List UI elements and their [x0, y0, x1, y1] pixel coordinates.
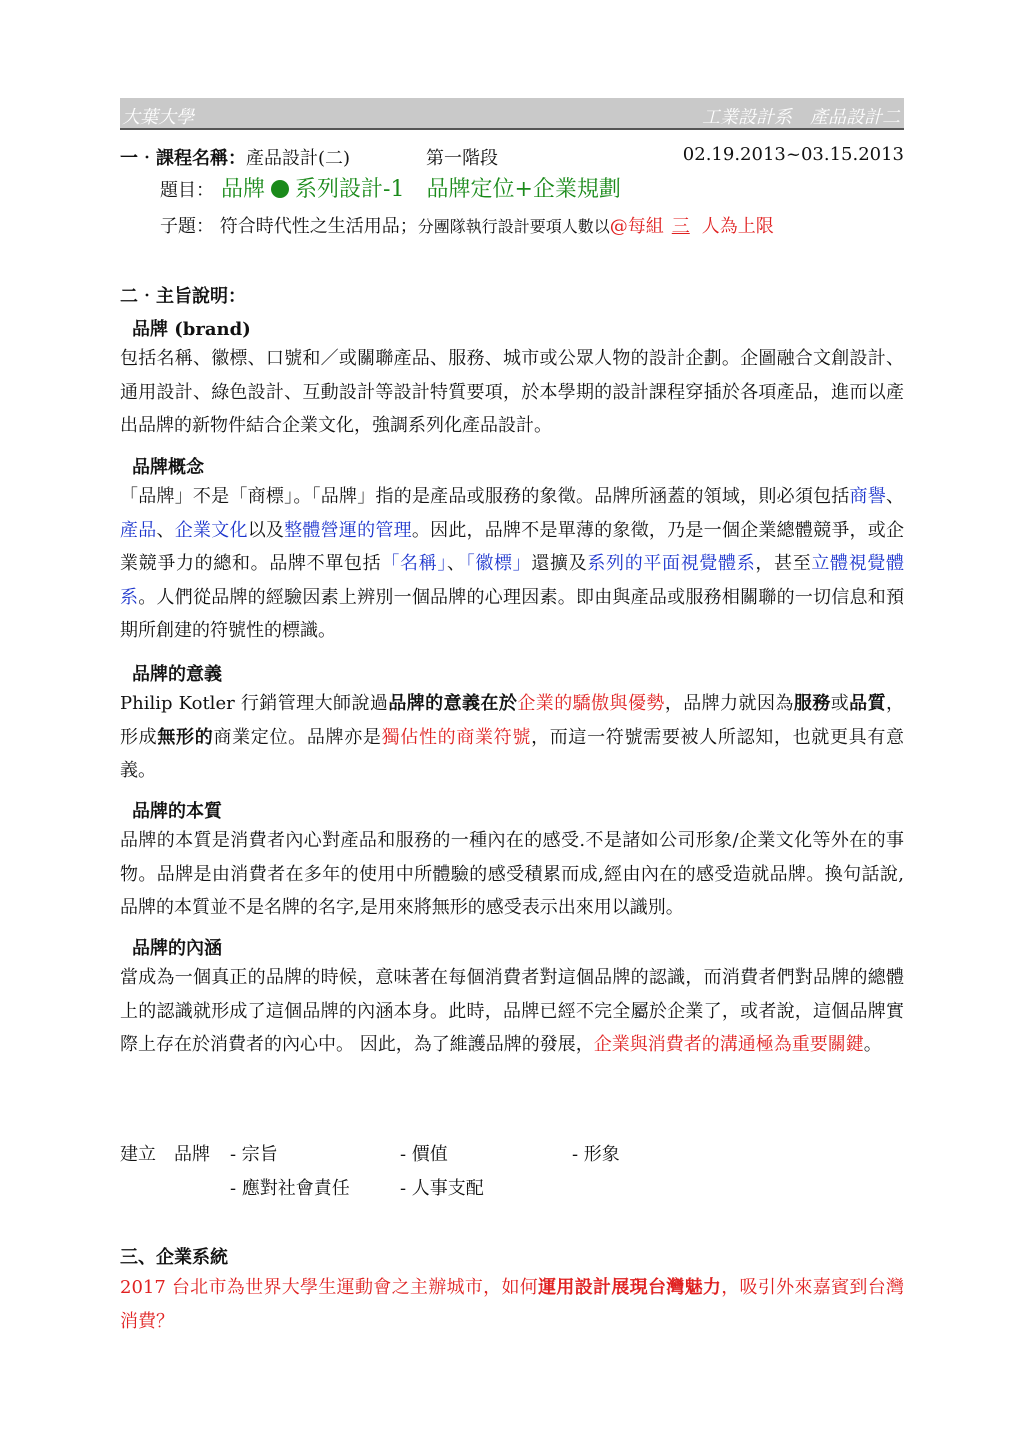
- concept-text: 「品牌」不是「商標」。「品牌」指的是產品或服務的象徵。品牌所涵蓋的領域，則必須包括商譽、產品、企業文化以及整體營運的管理。因此，品牌不是單薄的象徵，乃是一個企業總體競爭，或企業競爭力的總和。品牌不單包括「名稱」、「徽標」還擴及系列的平面視覺體系，甚至立體視覺體系。人們從品牌的經驗因素上辨別一個品牌的心理因素。即由與產品或服務相關聯的一切信息和預期所創建的符號性的標識。: [120, 486, 905, 641]
- course-name: 產品設計(二): [246, 148, 351, 169]
- header-department: 工業設計系 產品設計二: [702, 107, 900, 128]
- subtopic-red2: 三: [671, 216, 690, 237]
- connotation-title: 品牌的內涵: [132, 938, 222, 959]
- subtopic-label: 子題：: [160, 216, 214, 237]
- header-university: 大葉大學: [122, 107, 194, 128]
- connotation-text: 當成為一個真正的品牌的時候，意味著在每個消費者對這個品牌的認識，而消費者們對品牌的總體上的認識就形成了這個品牌的內涵本身。此時，品牌已經不完全屬於企業了，或者說，這個品牌實際上存在於消費者的內心中。 因此，為了維護品牌的發展，企業與消費者的溝通極為重要關鍵。: [120, 967, 904, 1055]
- subtopic-red1: @每組: [609, 216, 664, 237]
- course-date: 02.19.2013~03.15.2013: [682, 144, 904, 165]
- essence-title: 品牌的本質: [132, 801, 222, 822]
- brand-title: 品牌 (brand): [132, 319, 251, 340]
- subtopic-red3: 人為上限: [701, 216, 774, 237]
- brand-build-item-value: - 價值: [400, 1144, 448, 1165]
- brand-build-item-personnel: - 人事支配: [400, 1178, 484, 1199]
- section3-text: 2017 台北市為世界大學生運動會之主辦城市，如何運用設計展現台灣魅力，吸引外來嘉賓到台灣消費？: [120, 1277, 905, 1332]
- brand-text: 包括名稱、徽標、口號和／或關聯產品、服務、城市或公眾人物的設計企劃。企圖融合文創設計、通用設計、綠色設計、互動設計等設計特質要項，於本學期的設計課程穿插於各項產品，進而以產出品牌的新物件結合企業文化，強調系列化產品設計。: [120, 348, 904, 436]
- topic-part1: 品牌: [221, 177, 266, 202]
- concept-title: 品牌概念: [132, 457, 204, 478]
- course-line: [120, 144, 904, 168]
- meaning-title: 品牌的意義: [132, 664, 222, 685]
- page-header: [120, 98, 904, 130]
- essence-text: 品牌的本質是消費者內心對產品和服務的一種內在的感受.不是諸如公司形象/企業文化等外在的事物。品牌是由消費者在多年的使用中所體驗的感受積累而成,經由內在的感受造就品牌。換句話說,品牌的本質並不是名牌的名字,是用來將無形的感受表示出來用以識別。: [120, 830, 904, 918]
- topic-part2: 系列設計-1 品牌定位+企業規劃: [295, 177, 621, 202]
- brand-build-item-purpose: - 宗旨: [230, 1144, 278, 1165]
- bullet-dot-icon: [271, 180, 289, 198]
- subtopic-small: 分團隊執行設計要項人數以: [417, 217, 610, 236]
- brand-build-item-image: - 形象: [572, 1144, 620, 1165]
- subtopic-text: 符合時代性之生活用品；: [219, 216, 418, 237]
- topic-line: [160, 172, 621, 203]
- topic-label: 題目：: [160, 180, 214, 201]
- section3-title: 三、企業系統: [120, 1247, 228, 1268]
- course-stage: 第一階段: [426, 148, 498, 169]
- section2-title: 二‧主旨說明：: [120, 286, 246, 307]
- course-label: 一‧課程名稱：: [120, 148, 246, 169]
- brand-build-item-responsibility: - 應對社會責任: [230, 1178, 350, 1199]
- meaning-text: Philip Kotler 行銷管理大師說過品牌的意義在於企業的驕傲與優勢，品牌力就因為服務或品質，形成無形的商業定位。品牌亦是獨佔性的商業符號，而這一符號需要被人所認知，也就更具有意義。: [120, 693, 905, 781]
- subtopic-line: [160, 212, 774, 238]
- brand-build-label: 建立 品牌: [120, 1144, 210, 1165]
